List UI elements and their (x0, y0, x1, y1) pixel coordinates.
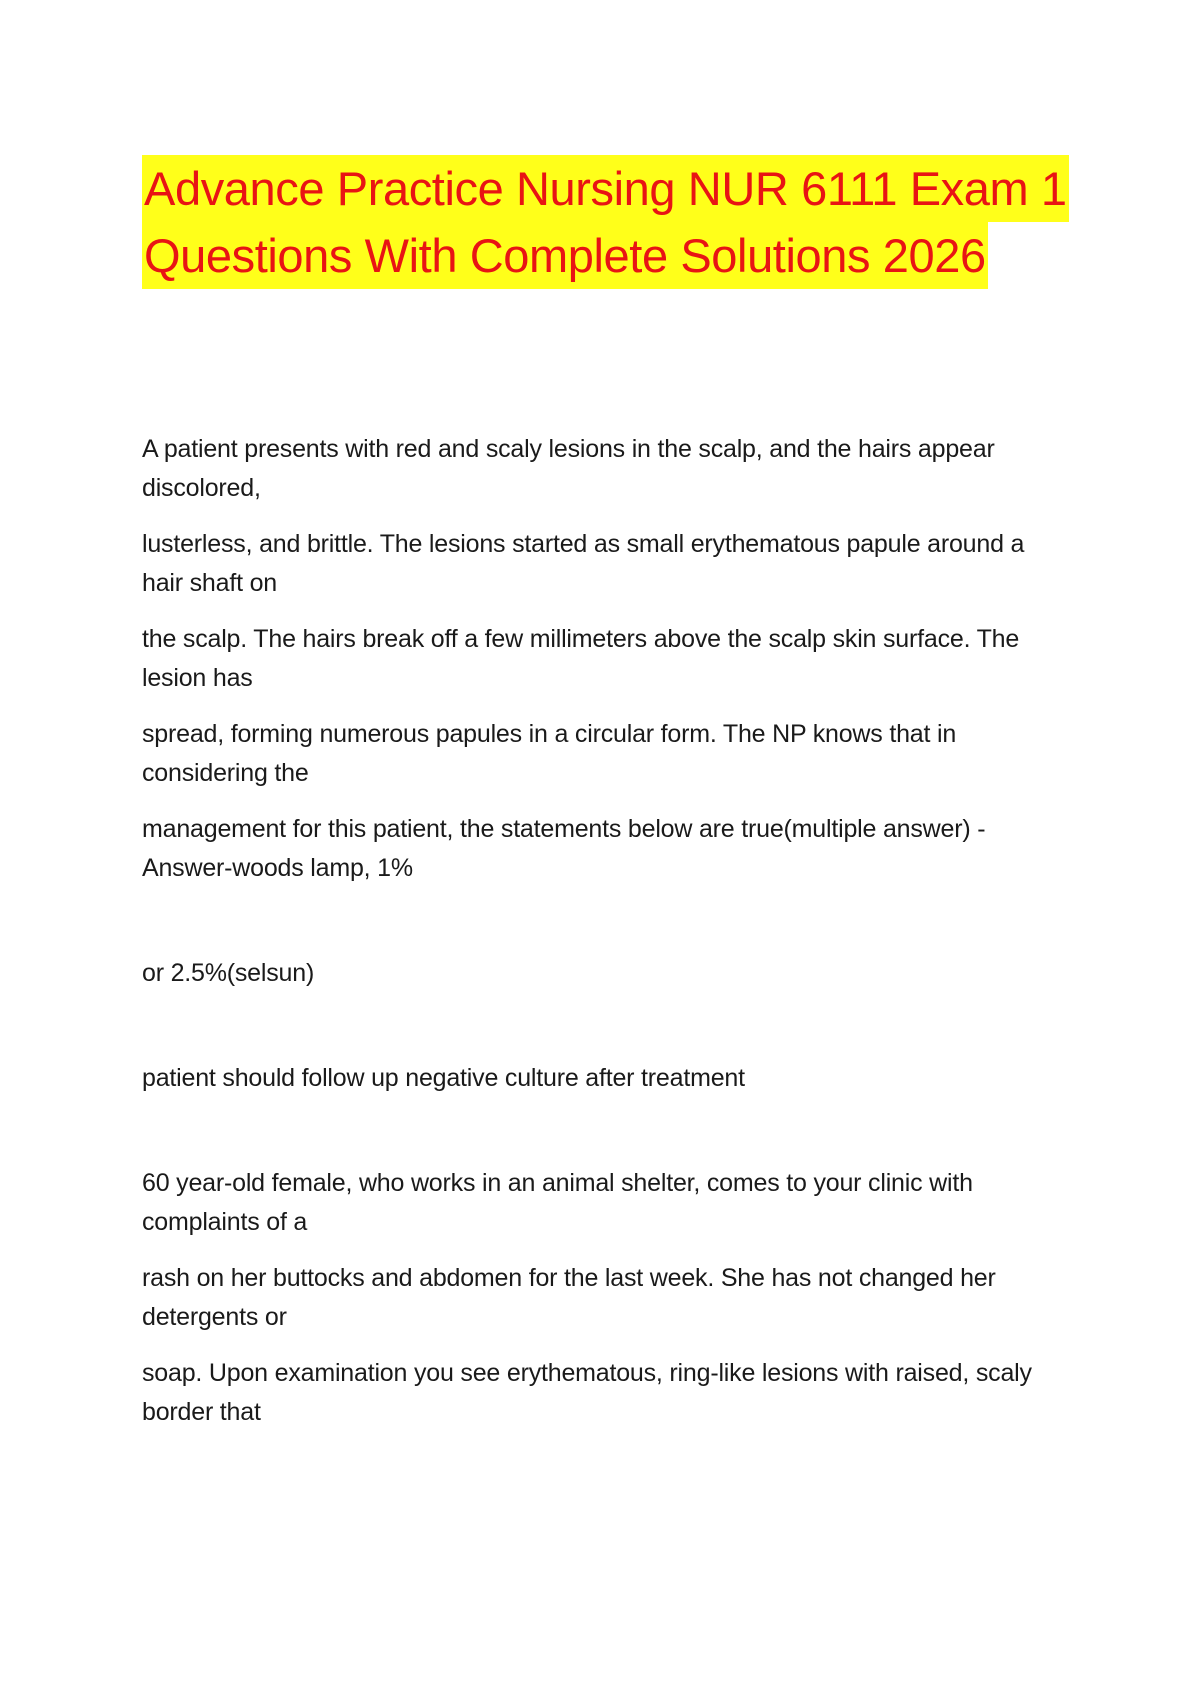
document-body (142, 430, 1082, 1432)
body-paragraph: 60 year-old female, who works in an animal shelter, comes to your clinic with complaints of a (142, 1169, 973, 1236)
body-paragraph: the scalp. The hairs break off a few millimeters above the scalp skin surface. The lesion has (142, 625, 1020, 692)
body-paragraph: rash on her buttocks and abdomen for the last week. She has not changed her detergents or (142, 1264, 996, 1331)
body-paragraph: or 2.5%(selsun) (142, 959, 315, 987)
body-paragraph: soap. Upon examination you see erythematous, ring-like lesions with raised, scaly border that (142, 1359, 1032, 1426)
body-paragraph: management for this patient, the statements below are true(multiple answer) - Answer-woods lamp, 1% (142, 815, 986, 882)
document-title (142, 155, 1082, 289)
body-paragraph: lusterless, and brittle. The lesions started as small erythematous papule around a hair shaft on (142, 530, 1025, 597)
title-line-1: Advance Practice Nursing NUR 6111 Exam 1 (142, 155, 1069, 222)
body-paragraph: A patient presents with red and scaly lesions in the scalp, and the hairs appear discolored, (142, 435, 995, 502)
body-paragraph: spread, forming numerous papules in a circular form. The NP knows that in considering the (142, 720, 957, 787)
body-paragraph: patient should follow up negative culture after treatment (142, 1064, 745, 1092)
title-line-2: Questions With Complete Solutions 2026 (142, 222, 988, 289)
